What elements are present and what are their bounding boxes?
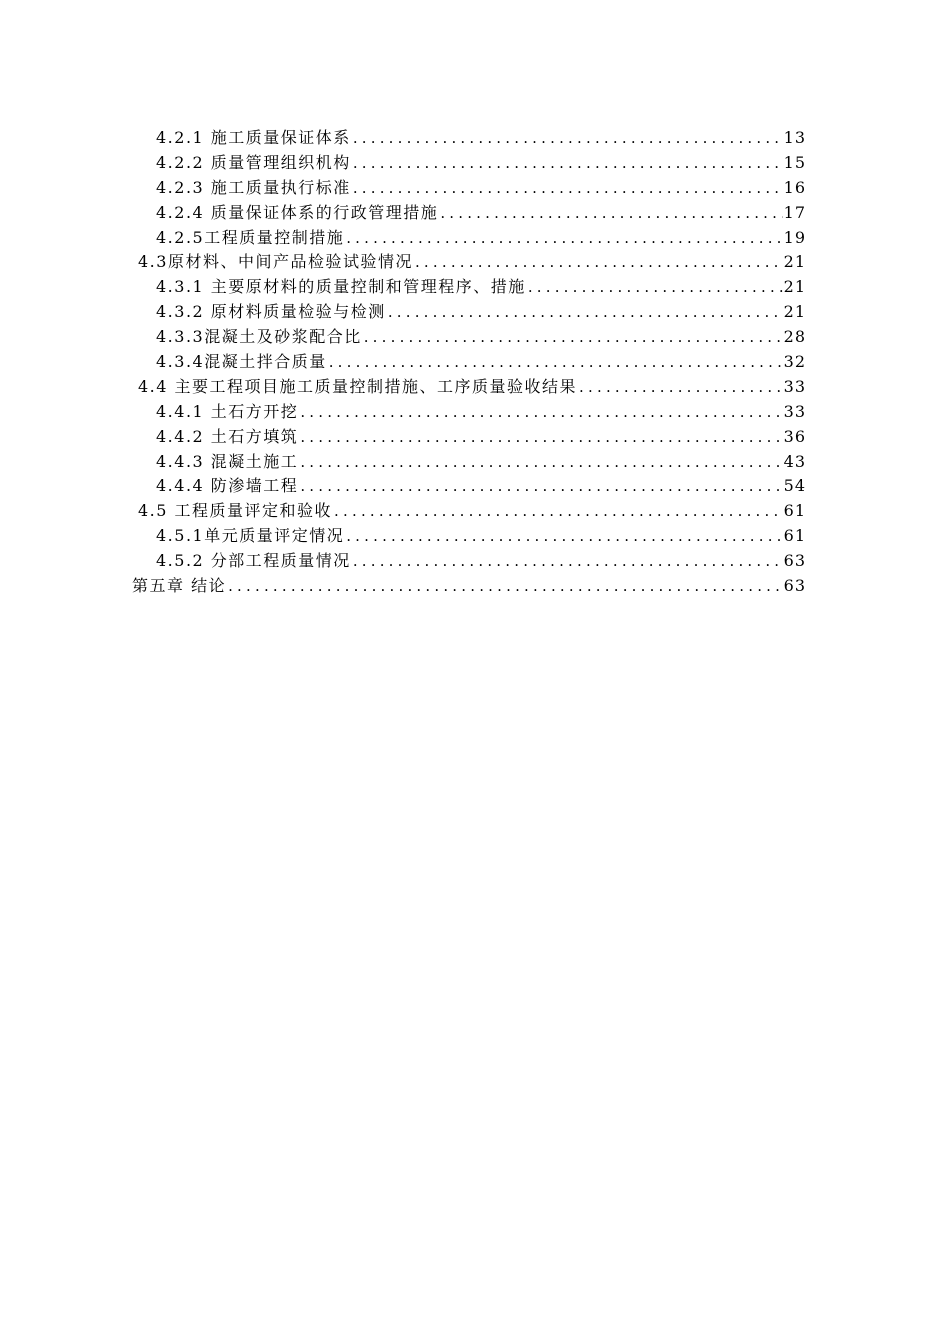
toc-entry-label: 4.2.2 质量管理组织机构 <box>156 152 351 172</box>
toc-entry-label: 4.4 主要工程项目施工质量控制措施、工序质量验收结果 <box>138 376 578 396</box>
toc-leader-dots <box>300 400 782 425</box>
toc-entry-4-4[interactable] <box>0 375 806 400</box>
toc-leader-dots <box>579 375 783 400</box>
toc-entry-label: 4.2.1 施工质量保证体系 <box>156 128 351 147</box>
toc-entry-4-2-1[interactable] <box>0 126 806 151</box>
toc-entry-page: 15 <box>783 152 806 172</box>
toc-entry-page: 17 <box>783 202 806 222</box>
toc-entry-4-3-4[interactable] <box>0 350 806 375</box>
toc-entry-page: 13 <box>783 128 806 147</box>
toc-leader-dots <box>300 450 782 475</box>
toc-leader-dots <box>440 201 782 226</box>
toc-leader-dots <box>415 250 783 275</box>
toc-leader-dots <box>300 425 782 450</box>
toc-entry-page: 61 <box>783 501 806 521</box>
toc-entry-4-4-3[interactable] <box>0 450 806 475</box>
toc-entry-page: 21 <box>783 302 806 322</box>
toc-entry-label: 4.3.4混凝土拌合质量 <box>156 352 327 372</box>
toc-entry-page: 43 <box>783 451 806 471</box>
toc-entry-4-2-3[interactable] <box>0 176 806 201</box>
toc-entry-4-3-1[interactable] <box>0 275 806 300</box>
toc-entry-label: 4.5 工程质量评定和验收 <box>138 501 333 521</box>
toc-entry-4-2-5[interactable] <box>0 226 806 251</box>
toc-entry-label: 4.4.3 混凝土施工 <box>156 451 299 471</box>
toc-entry-chapter-5[interactable] <box>0 574 806 599</box>
toc-leader-dots <box>353 549 783 574</box>
toc-entry-page: 21 <box>783 252 806 272</box>
toc-entry-page: 63 <box>783 576 806 596</box>
toc-entry-label: 4.2.3 施工质量执行标准 <box>156 177 351 197</box>
toc-leader-dots <box>334 499 783 524</box>
toc-entry-page: 61 <box>783 526 806 546</box>
toc-entry-4-3-3[interactable] <box>0 325 806 350</box>
toc-entry-label: 4.4.2 土石方填筑 <box>156 426 299 446</box>
toc-entry-page: 33 <box>783 376 806 396</box>
toc-entry-4-5[interactable] <box>0 499 806 524</box>
table-of-contents <box>0 126 950 599</box>
toc-entry-page: 63 <box>783 551 806 571</box>
toc-leader-dots <box>353 151 783 176</box>
toc-entry-label: 4.3原材料、中间产品检验试验情况 <box>138 252 413 272</box>
toc-entry-label: 4.4.1 土石方开挖 <box>156 401 299 421</box>
toc-entry-label: 4.4.4 防渗墙工程 <box>156 476 299 496</box>
toc-entry-page: 54 <box>783 476 806 496</box>
toc-entry-4-5-1[interactable] <box>0 524 806 549</box>
toc-entry-page: 16 <box>783 177 806 197</box>
toc-entry-label: 4.5.2 分部工程质量情况 <box>156 551 351 571</box>
toc-leader-dots <box>228 574 783 599</box>
toc-entry-4-4-2[interactable] <box>0 425 806 450</box>
toc-entry-page: 33 <box>783 401 806 421</box>
toc-entry-page: 28 <box>783 327 806 347</box>
toc-leader-dots <box>388 300 783 325</box>
toc-entry-page: 19 <box>783 227 806 247</box>
toc-leader-dots <box>346 226 782 251</box>
toc-entry-page: 21 <box>783 277 806 297</box>
toc-entry-label: 4.2.4 质量保证体系的行政管理措施 <box>156 202 439 222</box>
toc-entry-4-5-2[interactable] <box>0 549 806 574</box>
toc-entry-label: 4.5.1单元质量评定情况 <box>156 526 345 546</box>
toc-entry-4-2-4[interactable] <box>0 201 806 226</box>
toc-entry-4-3[interactable] <box>0 250 806 275</box>
toc-leader-dots <box>329 350 783 375</box>
toc-entry-page: 36 <box>783 426 806 446</box>
toc-entry-4-4-1[interactable] <box>0 400 806 425</box>
toc-leader-dots <box>353 126 783 151</box>
toc-entry-label: 4.3.2 原材料质量检验与检测 <box>156 302 386 322</box>
toc-entry-page: 32 <box>783 352 806 372</box>
toc-leader-dots <box>300 474 782 499</box>
toc-entry-label: 4.3.1 主要原材料的质量控制和管理程序、措施 <box>156 277 526 297</box>
toc-entry-label: 4.3.3混凝土及砂浆配合比 <box>156 327 362 347</box>
toc-entry-label: 4.2.5工程质量控制措施 <box>156 227 345 247</box>
toc-entry-4-4-4[interactable] <box>0 474 806 499</box>
toc-leader-dots <box>346 524 782 549</box>
toc-entry-4-3-2[interactable] <box>0 300 806 325</box>
toc-leader-dots <box>353 176 783 201</box>
toc-leader-dots <box>364 325 783 350</box>
toc-leader-dots <box>528 275 783 300</box>
toc-entry-4-2-2[interactable] <box>0 151 806 176</box>
toc-entry-label: 第五章 结论 <box>132 576 227 596</box>
